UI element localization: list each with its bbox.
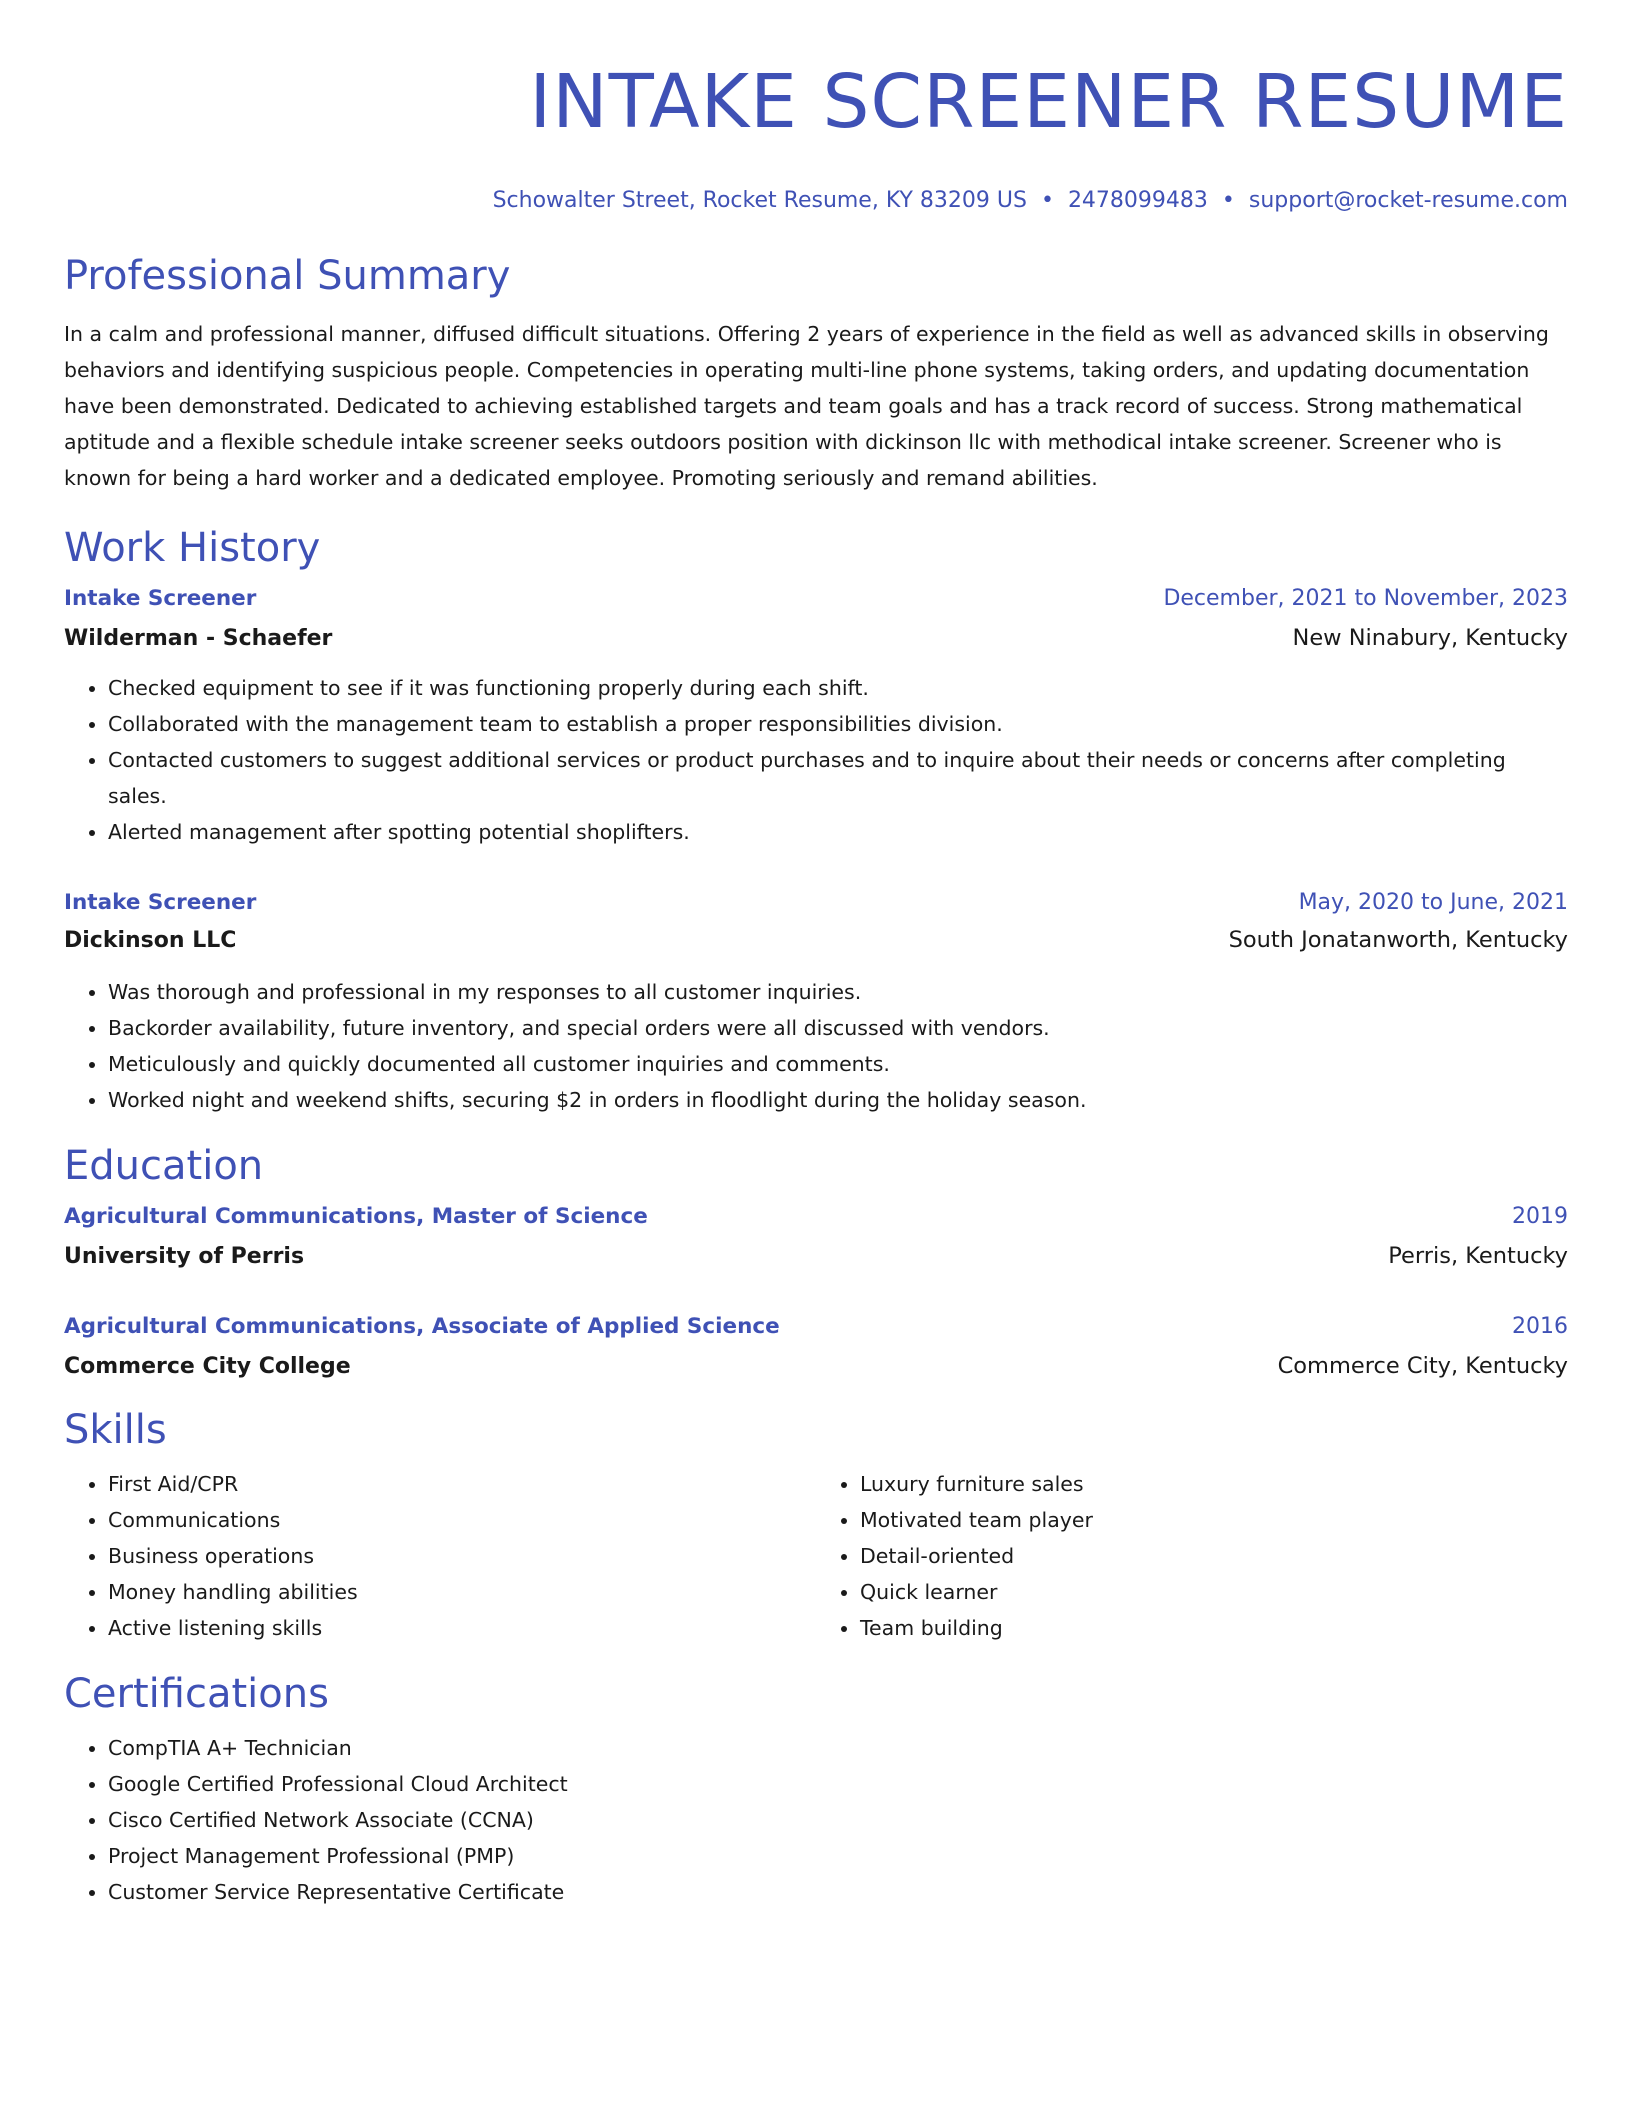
- job-bullet: • Meticulously and quickly documented all customer inquiries and comments.: [108, 1046, 1568, 1082]
- job-entry: [64, 584, 1568, 850]
- education-location: Perris, Kentucky: [1388, 1243, 1568, 1269]
- education-location: Commerce City, Kentucky: [1277, 1353, 1568, 1379]
- job-header-row: [64, 888, 1568, 918]
- job-entry: [64, 888, 1568, 1118]
- contact-line: [64, 186, 1568, 216]
- job-company-row: [64, 925, 1568, 956]
- job-bullets: [64, 670, 1568, 850]
- certification-item: • CompTIA A+ Technician: [108, 1730, 1568, 1766]
- certifications-list: [64, 1730, 1568, 1910]
- certification-item: • Cisco Certified Network Associate (CCNA): [108, 1802, 1568, 1838]
- certification-item: • Customer Service Representative Certificate: [108, 1874, 1568, 1910]
- job-bullets: [64, 974, 1568, 1118]
- job-role: Intake Screener: [64, 890, 257, 915]
- contact-phone[interactable]: 2478099483: [1067, 188, 1208, 213]
- section-title-skills: Skills: [64, 1407, 167, 1453]
- job-bullet: • Backorder availability, future inventory, and special orders were all discussed with vendors.: [108, 1010, 1568, 1046]
- education-entry: [64, 1202, 1568, 1272]
- skills-list-left: [64, 1466, 816, 1646]
- skill-item: • Detail-oriented: [860, 1538, 1568, 1574]
- job-company-row: [64, 623, 1568, 654]
- job-bullet: • Alerted management after spotting potential shoplifters.: [108, 814, 1568, 850]
- education-degree: Agricultural Communications, Master of Science: [64, 1204, 648, 1229]
- skills-list-right: [816, 1466, 1568, 1646]
- job-bullet: • Checked equipment to see if it was functioning properly during each shift.: [108, 670, 1568, 706]
- section-title-certifications: Certifications: [64, 1671, 329, 1717]
- contact-separator: •: [1221, 188, 1235, 213]
- skill-item: • Communications: [108, 1502, 816, 1538]
- education-header-row: [64, 1312, 1568, 1342]
- job-dates: May, 2020 to June, 2021: [1298, 890, 1568, 915]
- summary-text: In a calm and professional manner, diffused difficult situations. Offering 2 years of experience in the field as well as advanced skills in observing behaviors and identifying suspicious people. Competencies in operating multi-line phone systems, taking orders, and updating documentation have been demonstrated. Dedicated to achieving established targets and team goals and has a track record of success. Strong mathematical aptitude and a flexible schedule intake screener seeks outdoors position with dickinson llc with methodical intake screener. Screener who is known for being a hard worker and a dedicated employee. Promoting seriously and remand abilities.: [64, 322, 1549, 490]
- education-header-row: [64, 1202, 1568, 1232]
- skill-item: • Money handling abilities: [108, 1574, 816, 1610]
- job-bullet: • Collaborated with the management team to establish a proper responsibilities division.: [108, 706, 1568, 742]
- section-title-summary: Professional Summary: [64, 253, 511, 299]
- education-school: University of Perris: [64, 1244, 305, 1269]
- education-year: 2016: [1512, 1314, 1568, 1339]
- education-school-row: [64, 1241, 1568, 1272]
- certification-item: • Google Certified Professional Cloud Architect: [108, 1766, 1568, 1802]
- section-title-education: Education: [64, 1143, 264, 1189]
- skill-item: • Team building: [860, 1610, 1568, 1646]
- education-school: Commerce City College: [64, 1354, 351, 1379]
- job-role: Intake Screener: [64, 586, 257, 611]
- job-location: South Jonatanworth, Kentucky: [1228, 927, 1568, 953]
- job-dates: December, 2021 to November, 2023: [1163, 586, 1568, 611]
- contact-address: Schowalter Street, Rocket Resume, KY 83209 US: [492, 188, 1027, 213]
- job-header-row: [64, 584, 1568, 614]
- skill-item: • Business operations: [108, 1538, 816, 1574]
- contact-separator: •: [1040, 188, 1054, 213]
- resume-title: INTAKE SCREENER RESUME: [529, 59, 1568, 145]
- job-bullet: • Contacted customers to suggest additional services or product purchases and to inquire about their needs or concerns after completing sales.: [108, 742, 1568, 814]
- skill-item: • Motivated team player: [860, 1502, 1568, 1538]
- education-year: 2019: [1512, 1204, 1568, 1229]
- skills-columns: [64, 1466, 1568, 1646]
- job-bullet: • Was thorough and professional in my responses to all customer inquiries.: [108, 974, 1568, 1010]
- education-degree: Agricultural Communications, Associate of Applied Science: [64, 1314, 780, 1339]
- section-title-work-history: Work History: [64, 525, 321, 571]
- skill-item: • Luxury furniture sales: [860, 1466, 1568, 1502]
- education-entry: [64, 1312, 1568, 1382]
- education-school-row: [64, 1351, 1568, 1382]
- certification-item: • Project Management Professional (PMP): [108, 1838, 1568, 1874]
- skill-item: • Active listening skills: [108, 1610, 816, 1646]
- skill-item: • First Aid/CPR: [108, 1466, 816, 1502]
- job-company: Dickinson LLC: [64, 928, 237, 953]
- contact-email[interactable]: support@rocket-resume.com: [1248, 188, 1568, 213]
- job-bullet: • Worked night and weekend shifts, securing $2 in orders in floodlight during the holiday season.: [108, 1082, 1568, 1118]
- job-location: New Ninabury, Kentucky: [1292, 625, 1568, 651]
- job-company: Wilderman - Schaefer: [64, 626, 333, 651]
- skill-item: • Quick learner: [860, 1574, 1568, 1610]
